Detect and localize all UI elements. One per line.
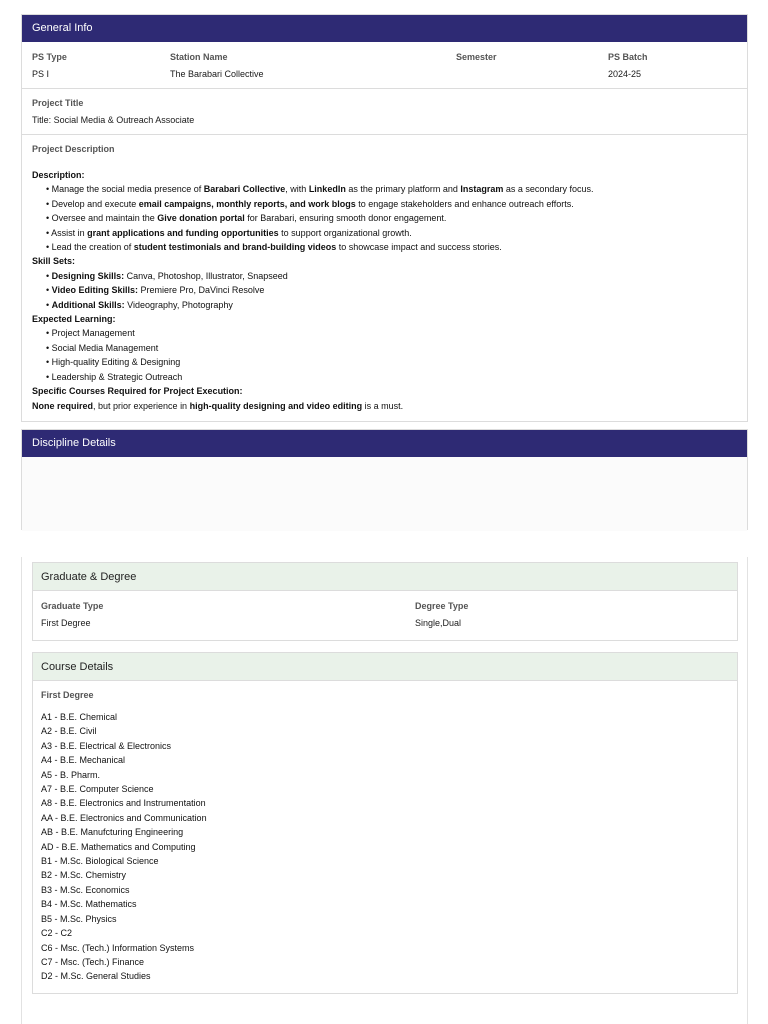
- description-bullet: • Develop and execute email campaigns, monthly reports, and work blogs to engage stakeholders and enhance outreach efforts.: [46, 198, 574, 209]
- course-item: B2 - M.Sc. Chemistry: [41, 870, 127, 881]
- course-item: B3 - M.Sc. Economics: [41, 884, 130, 895]
- degree-type-label: Degree Type: [415, 601, 469, 611]
- learning-item: • High-quality Editing & Designing: [46, 357, 181, 368]
- course-details-body: [33, 681, 737, 993]
- ps-type-label: PS Type: [32, 52, 67, 62]
- discipline-details-header: Discipline Details: [22, 430, 747, 457]
- course-item: B4 - M.Sc. Mathematics: [41, 899, 137, 910]
- degree-type-field: [415, 601, 468, 628]
- ps-type-field: [32, 52, 67, 79]
- course-item: A7 - B.E. Computer Science: [41, 784, 154, 795]
- graduate-degree-card: [32, 562, 738, 641]
- course-item: D2 - M.Sc. General Studies: [41, 971, 151, 982]
- learning-item: • Leadership & Strategic Outreach: [46, 371, 183, 382]
- discipline-details-body: [22, 457, 747, 531]
- station-name-field: [170, 52, 264, 79]
- course-item: A5 - B. Pharm.: [41, 769, 101, 780]
- ps-batch-field: [608, 52, 648, 79]
- course-item: C7 - Msc. (Tech.) Finance: [41, 956, 145, 967]
- discipline-content-sheet: [21, 557, 748, 1024]
- general-info-panel: [21, 14, 748, 422]
- project-description-section: [22, 135, 747, 421]
- course-item: AD - B.E. Mathematics and Computing: [41, 841, 196, 852]
- graduate-type-field: [41, 601, 103, 628]
- graduate-type-value: First Degree: [41, 618, 91, 628]
- description-heading: Description:: [32, 170, 85, 180]
- graduate-degree-header: Graduate & Degree: [33, 563, 737, 591]
- description-bullet: • Oversee and maintain the Give donation portal for Barabari, ensuring smooth donor engagement.: [46, 213, 447, 224]
- discipline-details-panel: [21, 429, 748, 530]
- learning-heading: Expected Learning:: [32, 314, 116, 325]
- courses-required-heading: Specific Courses Required for Project Execution:: [32, 386, 243, 397]
- info-grid: [22, 42, 747, 89]
- degree-type-value: Single,Dual: [415, 618, 462, 628]
- course-item: A8 - B.E. Electronics and Instrumentation: [41, 798, 206, 809]
- ps-type-value: PS I: [32, 69, 50, 79]
- course-group-label: First Degree: [41, 690, 94, 700]
- station-name-value: The Barabari Collective: [170, 69, 264, 79]
- skill-item: • Additional Skills: Videography, Photography: [46, 299, 233, 310]
- course-item: AA - B.E. Electronics and Communication: [41, 812, 207, 823]
- project-description-label: Project Description: [32, 144, 115, 154]
- course-details-header: Course Details: [33, 653, 737, 681]
- skill-item: • Designing Skills: Canva, Photoshop, Illustrator, Snapseed: [46, 270, 288, 281]
- semester-label: Semester: [456, 52, 497, 62]
- course-list: [41, 710, 729, 984]
- courses-required-line: None required, but prior experience in high-quality designing and video editing is a must.: [32, 400, 404, 411]
- description-body: [32, 168, 737, 413]
- description-bullet: • Manage the social media presence of Barabari Collective, with LinkedIn as the primary platform and Instagram as a secondary focus.: [46, 184, 594, 195]
- graduate-degree-body: [33, 591, 737, 640]
- course-item: AB - B.E. Manufcturing Engineering: [41, 827, 184, 838]
- course-item: A1 - B.E. Chemical: [41, 712, 118, 722]
- graduate-type-label: Graduate Type: [41, 601, 104, 611]
- learning-item: • Project Management: [46, 328, 135, 339]
- course-details-card: [32, 652, 738, 994]
- project-title-label: Project Title: [32, 98, 84, 108]
- course-item: C6 - Msc. (Tech.) Information Systems: [41, 942, 195, 953]
- course-item: B1 - M.Sc. Biological Science: [41, 856, 159, 867]
- project-title-section: [22, 89, 747, 135]
- learning-item: • Social Media Management: [46, 342, 159, 353]
- semester-field: [456, 52, 497, 69]
- general-info-header: General Info: [22, 15, 747, 42]
- course-item: B5 - M.Sc. Physics: [41, 913, 117, 924]
- project-title-value: Title: Social Media & Outreach Associate: [32, 115, 195, 125]
- ps-batch-value: 2024-25: [608, 69, 642, 79]
- description-bullet: • Assist in grant applications and funding opportunities to support organizational growth.: [46, 227, 412, 238]
- skill-item: • Video Editing Skills: Premiere Pro, DaVinci Resolve: [46, 285, 265, 296]
- course-item: A2 - B.E. Civil: [41, 726, 97, 737]
- station-name-label: Station Name: [170, 52, 228, 62]
- course-item: C2 - C2: [41, 928, 73, 939]
- ps-batch-label: PS Batch: [608, 52, 648, 62]
- skills-heading: Skill Sets:: [32, 256, 76, 267]
- course-item: A3 - B.E. Electrical & Electronics: [41, 740, 172, 751]
- course-item: A4 - B.E. Mechanical: [41, 755, 126, 766]
- description-bullet: • Lead the creation of student testimonials and brand-building videos to showcase impact and success stories.: [46, 242, 502, 253]
